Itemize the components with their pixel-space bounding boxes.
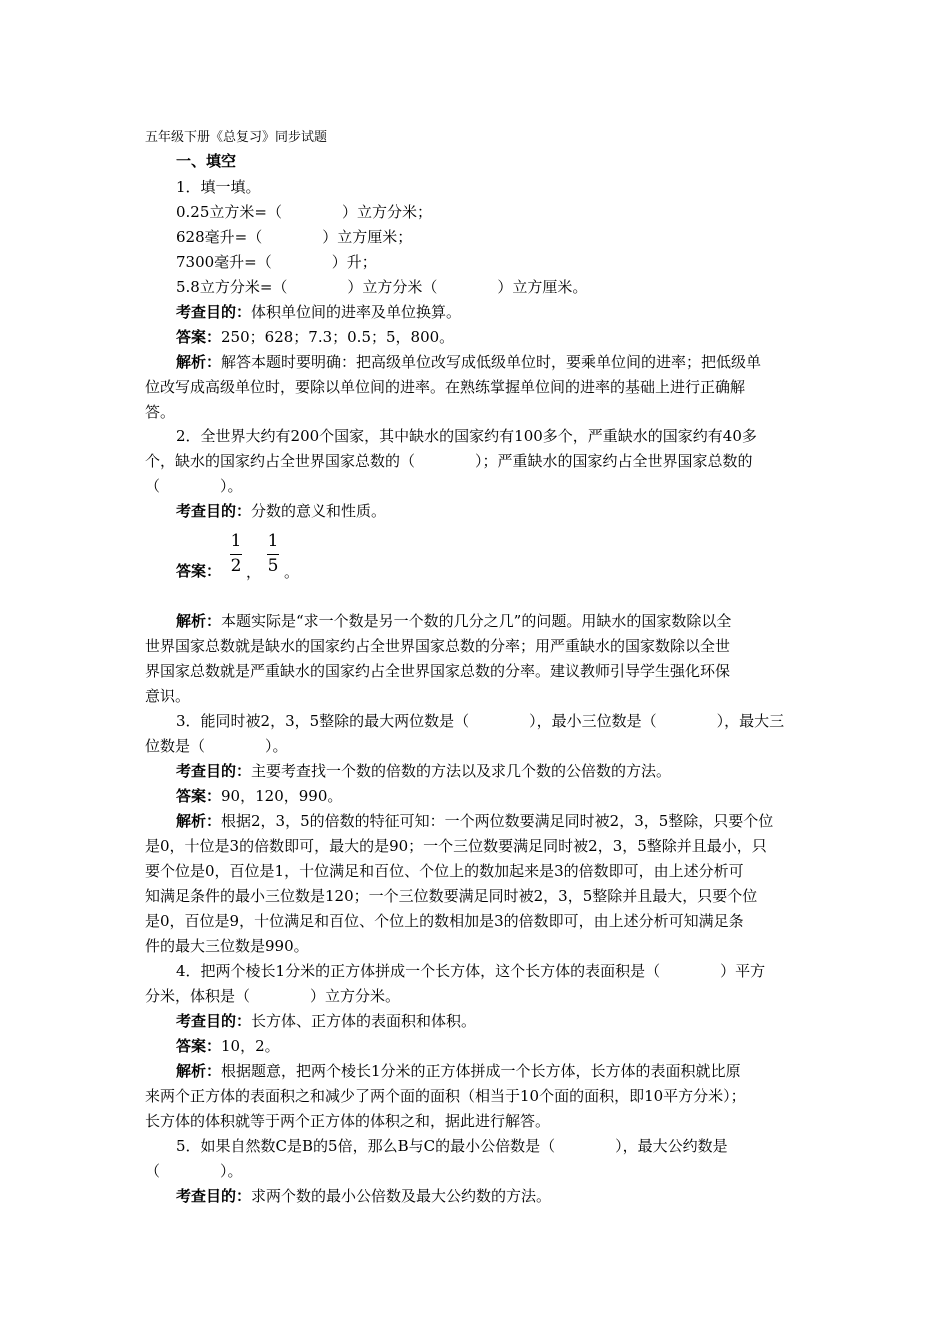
purpose-label: 考查目的： [176,1012,252,1030]
q2-purpose [176,501,386,521]
q1-answer [176,327,454,347]
q3-stem-1: 3．能同时被2，3，5整除的最大两位数是（ ），最小三位数是（ ），最大三 [176,712,785,730]
section-heading: 一、填空 [176,152,237,170]
q1-line-1: 0.25立方米=（ ）立方分米； [176,203,432,221]
purpose-label: 考查目的： [176,303,252,321]
q4-purpose [176,1011,476,1031]
fraction-1-bar [230,554,242,555]
q2-analysis-2: 世界国家总数就是缺水的国家约占全世界国家总数的分率；用严重缺水的国家数除以全世 [145,637,731,655]
q3-purpose [176,761,671,781]
q3-analysis-1 [176,811,773,831]
answer-text: 90，120，990。 [221,787,343,805]
q2-stem-3: （ ）。 [145,477,243,495]
q3-analysis-2: 是0，十位是3的倍数即可，最大的是90；一个三位数要满足同时被2，3，5整除并且最小，只 [145,837,767,855]
q1-line-3: 7300毫升=（ ）升； [176,253,377,271]
q5-purpose [176,1186,551,1206]
document-title: 五年级下册《总复习》同步试题 [145,130,328,145]
fraction-2-denominator: 5 [267,556,279,576]
q2-analysis-3: 界国家总数就是严重缺水的国家约占全世界国家总数的分率。建议教师引导学生强化环保 [145,662,731,680]
purpose-text: 体积单位间的进率及单位换算。 [251,303,462,321]
answer-label: 答案： [176,328,222,346]
q4-answer [176,1036,280,1056]
q1-analysis-3: 答。 [145,403,176,421]
analysis-text: 根据题意，把两个棱长1分米的正方体拼成一个长方体，长方体的表面积就比原 [221,1062,741,1080]
q2-answer-label: 答案： [176,562,222,580]
q3-answer [176,786,342,806]
q2-stem-2: 个，缺水的国家约占全世界国家总数的（ ）；严重缺水的国家约占全世界国家总数的 [145,452,753,470]
q1-stem: 1．填一填。 [176,178,261,196]
answer-text: 10，2。 [221,1037,280,1055]
fraction-1-denominator: 2 [230,556,242,576]
analysis-label: 解析： [176,612,222,630]
q5-stem-1: 5．如果自然数C是B的5倍，那么B与C的最小公倍数是（ ），最大公约数是 [176,1137,728,1155]
fraction-2-bar [267,554,279,555]
purpose-text: 分数的意义和性质。 [251,502,387,520]
q1-line-2: 628毫升=（ ）立方厘米； [176,228,413,246]
answer-label: 答案： [176,787,222,805]
q3-analysis-5: 是0，百位是9，十位满足和百位、个位上的数相加是3的倍数即可，由上述分析可知满足条 [145,912,744,930]
purpose-label: 考查目的： [176,762,252,780]
purpose-text: 长方体、正方体的表面积和体积。 [251,1012,477,1030]
q4-stem-1: 4．把两个棱长1分米的正方体拼成一个长方体，这个长方体的表面积是（ ）平方 [176,962,766,980]
q1-purpose [176,302,461,322]
purpose-text: 主要考查找一个数的倍数的方法以及求几个数的公倍数的方法。 [251,762,672,780]
analysis-text: 根据2，3，5的倍数的特征可知：一个两位数要满足同时被2，3，5整除，只要个位 [221,812,774,830]
q3-analysis-3: 要个位是0，百位是1，十位满足和百位、个位上的数加起来是3的倍数即可，由上述分析可 [145,862,744,880]
q1-line-4: 5.8立方分米=（ ）立方分米（ ）立方厘米。 [176,278,588,296]
q2-analysis-1 [176,611,731,631]
q3-analysis-4: 知满足条件的最小三位数是120；一个三位数要满足同时被2，3，5整除并且最大，只要个位 [145,887,758,905]
q4-analysis-2: 来两个正方体的表面积之和减少了两个面的面积（相当于10个面的面积，即10平方分米）； [145,1087,746,1105]
analysis-label: 解析： [176,1062,222,1080]
answer-end: 。 [284,563,300,581]
purpose-label: 考查目的： [176,502,252,520]
q4-stem-2: 分米，体积是（ ）立方分米。 [145,987,401,1005]
q3-analysis-6: 件的最大三位数是990。 [145,937,309,955]
q4-analysis-1 [176,1061,741,1081]
purpose-text: 求两个数的最小公倍数及最大公约数的方法。 [251,1187,552,1205]
analysis-text: 解答本题时要明确：把高级单位改写成低级单位时，要乘单位间的进率；把低级单 [221,353,762,371]
q3-stem-2: 位数是（ ）。 [145,737,288,755]
analysis-label: 解析： [176,353,222,371]
q1-analysis-1 [176,352,761,372]
q5-stem-2: （ ）。 [145,1162,243,1180]
answer-text: 250；628；7.3；0.5；5，800。 [221,328,455,346]
q2-stem-1: 2．全世界大约有200个国家，其中缺水的国家约有100多个，严重缺水的国家约有40多 [176,427,757,445]
purpose-label: 考查目的： [176,1187,252,1205]
analysis-text: 本题实际是“求一个数是另一个数的几分之几”的问题。用缺水的国家数除以全 [221,612,732,630]
q2-analysis-4: 意识。 [145,687,191,705]
fraction-separator: ， [246,563,262,581]
fraction-1-numerator: 1 [230,531,242,551]
fraction-2-numerator: 1 [267,531,279,551]
q1-analysis-2: 位改写成高级单位时，要除以单位间的进率。在熟练掌握单位间的进率的基础上进行正确解 [145,378,746,396]
answer-label: 答案： [176,1037,222,1055]
q4-analysis-3: 长方体的体积就等于两个正方体的体积之和，据此进行解答。 [145,1112,551,1130]
analysis-label: 解析： [176,812,222,830]
